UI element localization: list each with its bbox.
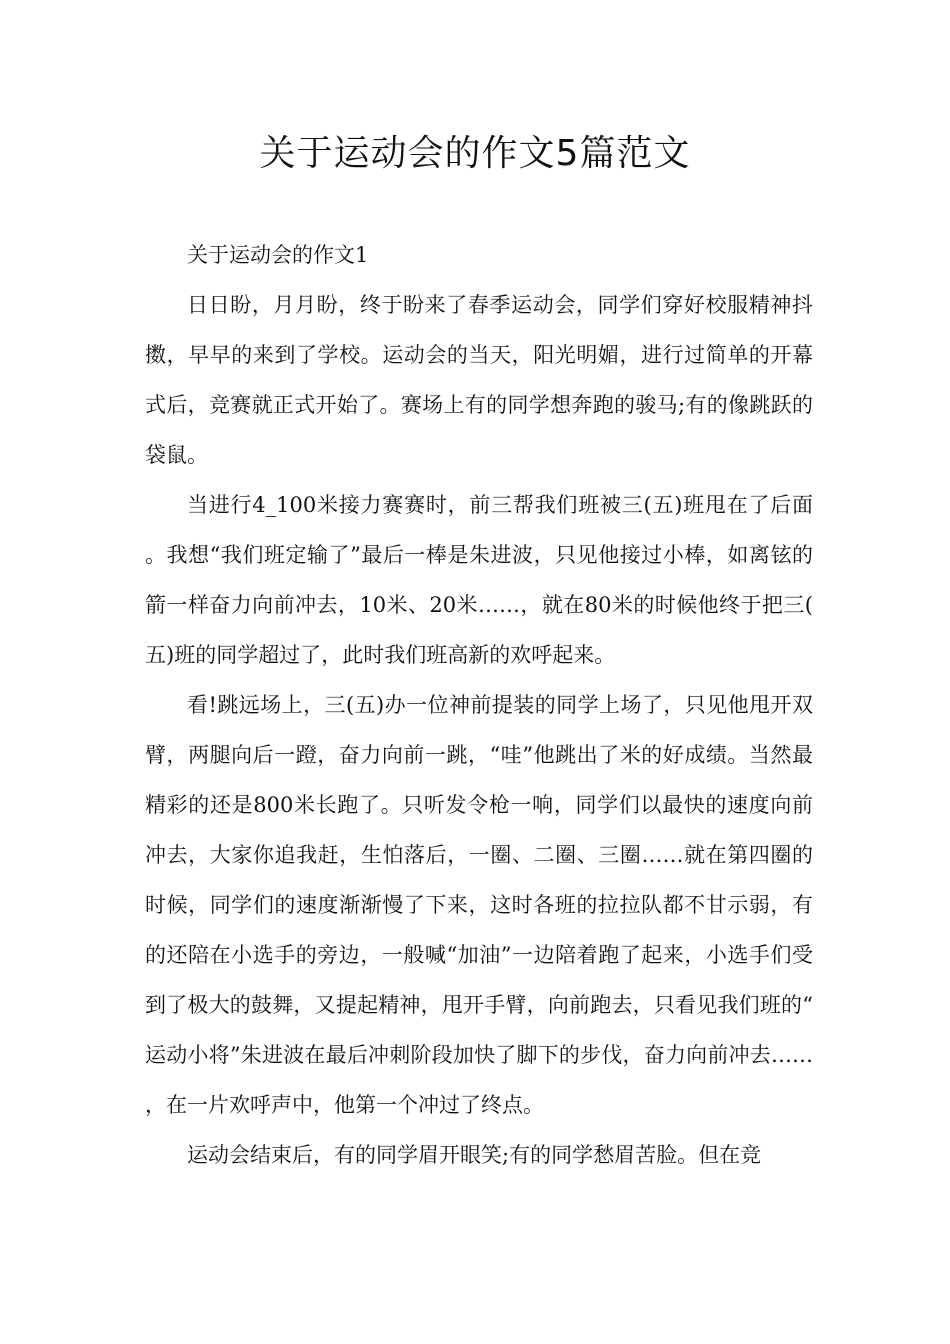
paragraph-1: 日日盼，月月盼，终于盼来了春季运动会，同学们穿好校服精神抖擞，早早的来到了学校。运动会的当天，阳光明媚，进行过简单的开幕式后，竞赛就正式开始了。赛场上有的同学想奔跑的骏马;有的像跳跃的袋鼠。 [145,293,813,467]
document-body [145,230,813,1180]
paragraph-4: 运动会结束后，有的同学眉开眼笑;有的同学愁眉苦脸。但在竞 [187,1143,762,1167]
paragraph-3: 看!跳远场上，三(五)办一位神前提装的同学上场了，只见他甩开双臂，两腿向后一蹬，奋力向前一跳，“哇”他跳出了米的好成绩。当然最精彩的还是800米长跑了。只听发令枪一响，同学们以最快的速度向前冲去，大家你追我赶，生怕落后，一圈、二圈、三圈……就在第四圈的时候，同学们的速度渐渐慢了下来，这时各班的拉拉队都不甘示弱，有的还陪在小选手的旁边，一般喊“加油”一边陪着跑了起来，小选手们受到了极大的鼓舞，又提起精神，甩开手臂，向前跑去，只看见我们班的“运动小将”朱进波在最后冲刺阶段加快了脚下的步伐，奋力向前冲去……，在一片欢呼声中，他第一个冲过了终点。 [145,693,813,1117]
document-title: 关于运动会的作文5篇范文 [259,133,691,174]
paragraph-2: 当进行4_100米接力赛赛时，前三帮我们班被三(五)班甩在了后面。我想“我们班定输了”最后一棒是朱进波，只见他接过小棒，如离铉的箭一样奋力向前冲去，10米、20米……，就在80米的时候他终于把三(五)班的同学超过了，此时我们班高新的欢呼起来。 [145,493,813,667]
section-heading: 关于运动会的作文1 [187,243,369,267]
